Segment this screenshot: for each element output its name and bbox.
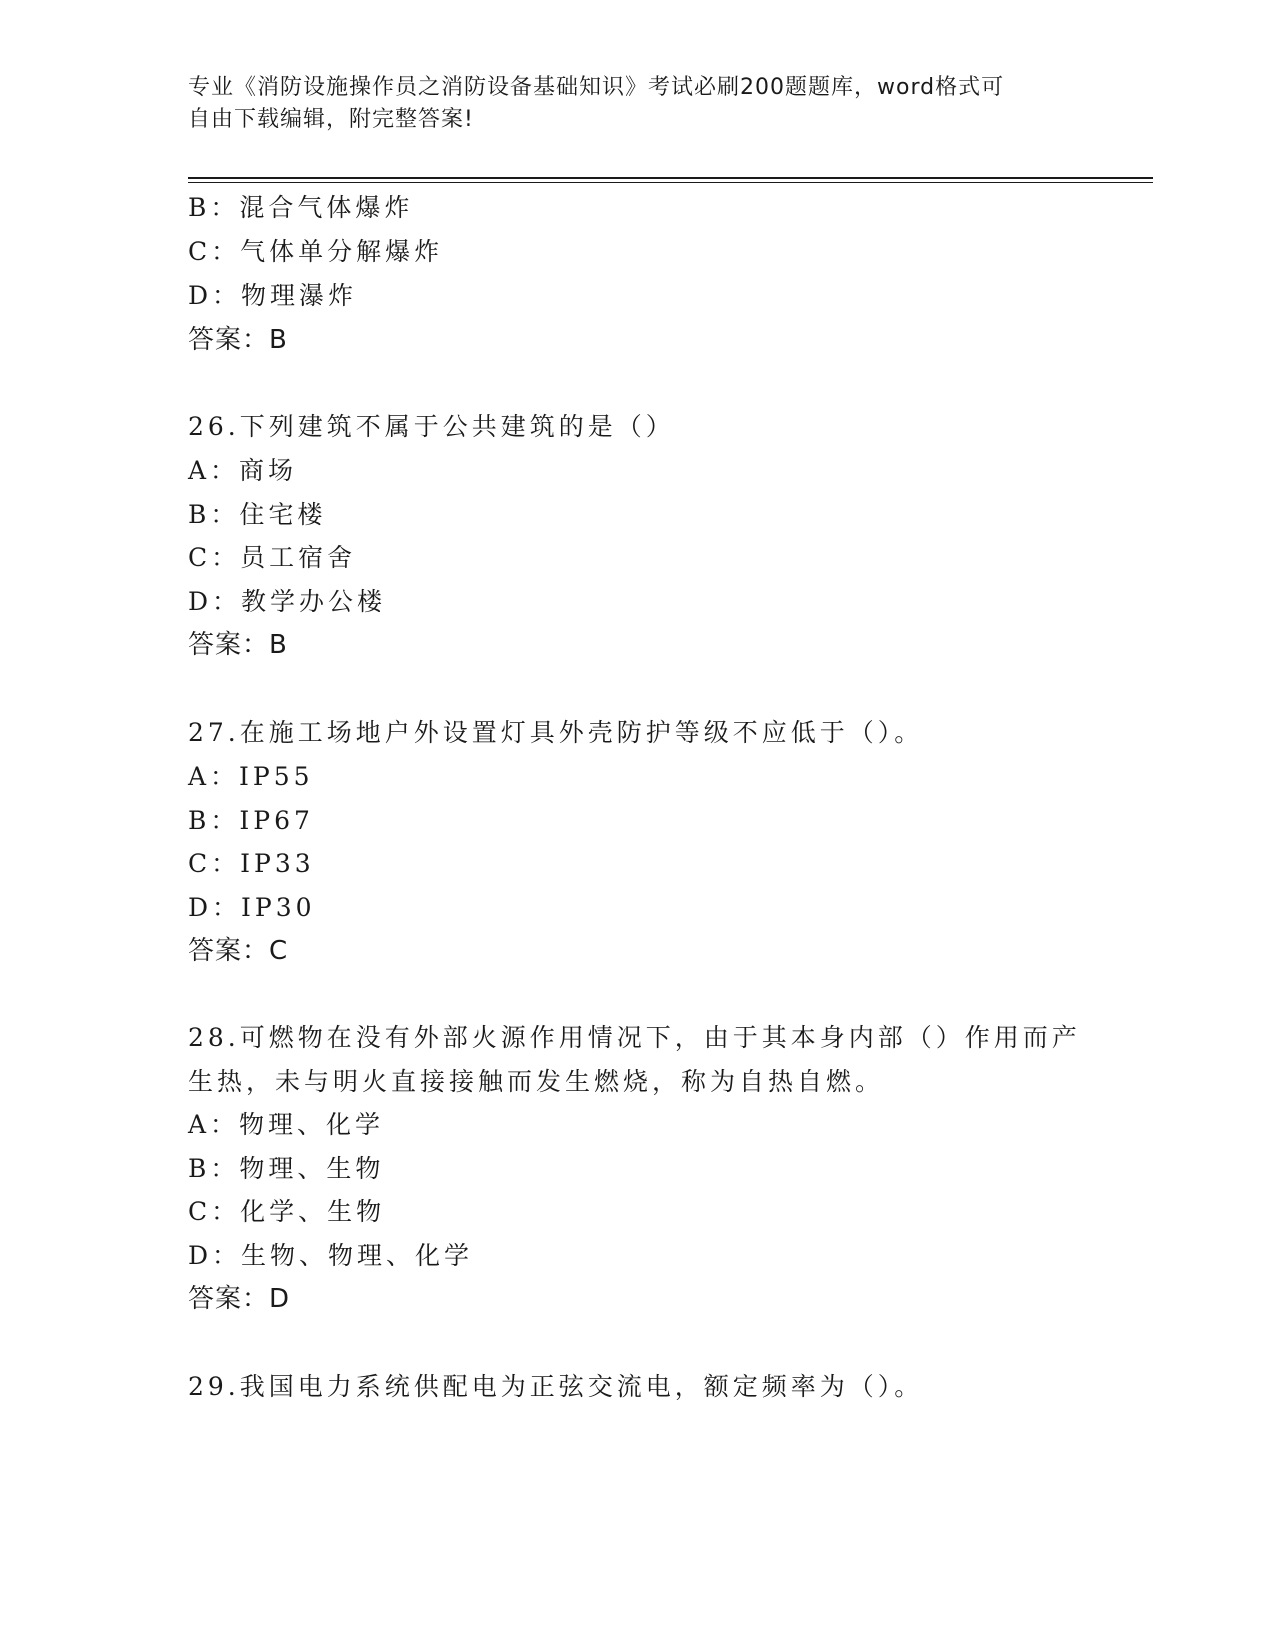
- option-b: B：IP67: [188, 806, 314, 835]
- option-b: B：物理、生物: [188, 1154, 385, 1183]
- option-c: C：IP33: [188, 849, 315, 878]
- header-divider: [188, 177, 1153, 179]
- question-stem-continued: 生热，未与明火直接接触而发生燃烧，称为自热自燃。: [188, 1067, 885, 1096]
- answer: 答案：B: [188, 325, 288, 355]
- answer: 答案：C: [188, 936, 289, 966]
- answer: 答案：B: [188, 630, 288, 660]
- option-d: D：生物、物理、化学: [188, 1241, 474, 1270]
- option-a: A：IP55: [188, 762, 314, 791]
- question-stem: 26.下列建筑不属于公共建筑的是（）: [188, 412, 675, 441]
- option-b: B：住宅楼: [188, 500, 327, 529]
- option-c: C：气体单分解爆炸: [188, 237, 444, 266]
- question-stem: 29.我国电力系统供配电为正弦交流电，额定频率为（）。: [188, 1372, 924, 1401]
- option-b: B：混合气体爆炸: [188, 193, 414, 222]
- header-line-1: 专业《消防设施操作员之消防设备基础知识》考试必刷200题题库，word格式可: [188, 75, 1005, 100]
- option-c: C：员工宿舍: [188, 543, 357, 572]
- option-d: D：教学办公楼: [188, 587, 387, 616]
- question-stem: 28.可燃物在没有外部火源作用情况下，由于其本身内部（）作用而产: [188, 1023, 1081, 1052]
- option-a: A：商场: [188, 456, 298, 485]
- option-d: D：物理瀑炸: [188, 281, 358, 310]
- answer: 答案：D: [188, 1284, 291, 1314]
- document-header: [188, 72, 1068, 136]
- option-c: C：化学、生物: [188, 1197, 386, 1226]
- header-line-2: 自由下载编辑，附完整答案!: [188, 107, 474, 132]
- header-divider-thin: [188, 182, 1153, 183]
- option-a: A：物理、化学: [188, 1110, 385, 1139]
- option-d: D：IP30: [188, 893, 316, 922]
- question-stem: 27.在施工场地户外设置灯具外壳防护等级不应低于（）。: [188, 718, 924, 747]
